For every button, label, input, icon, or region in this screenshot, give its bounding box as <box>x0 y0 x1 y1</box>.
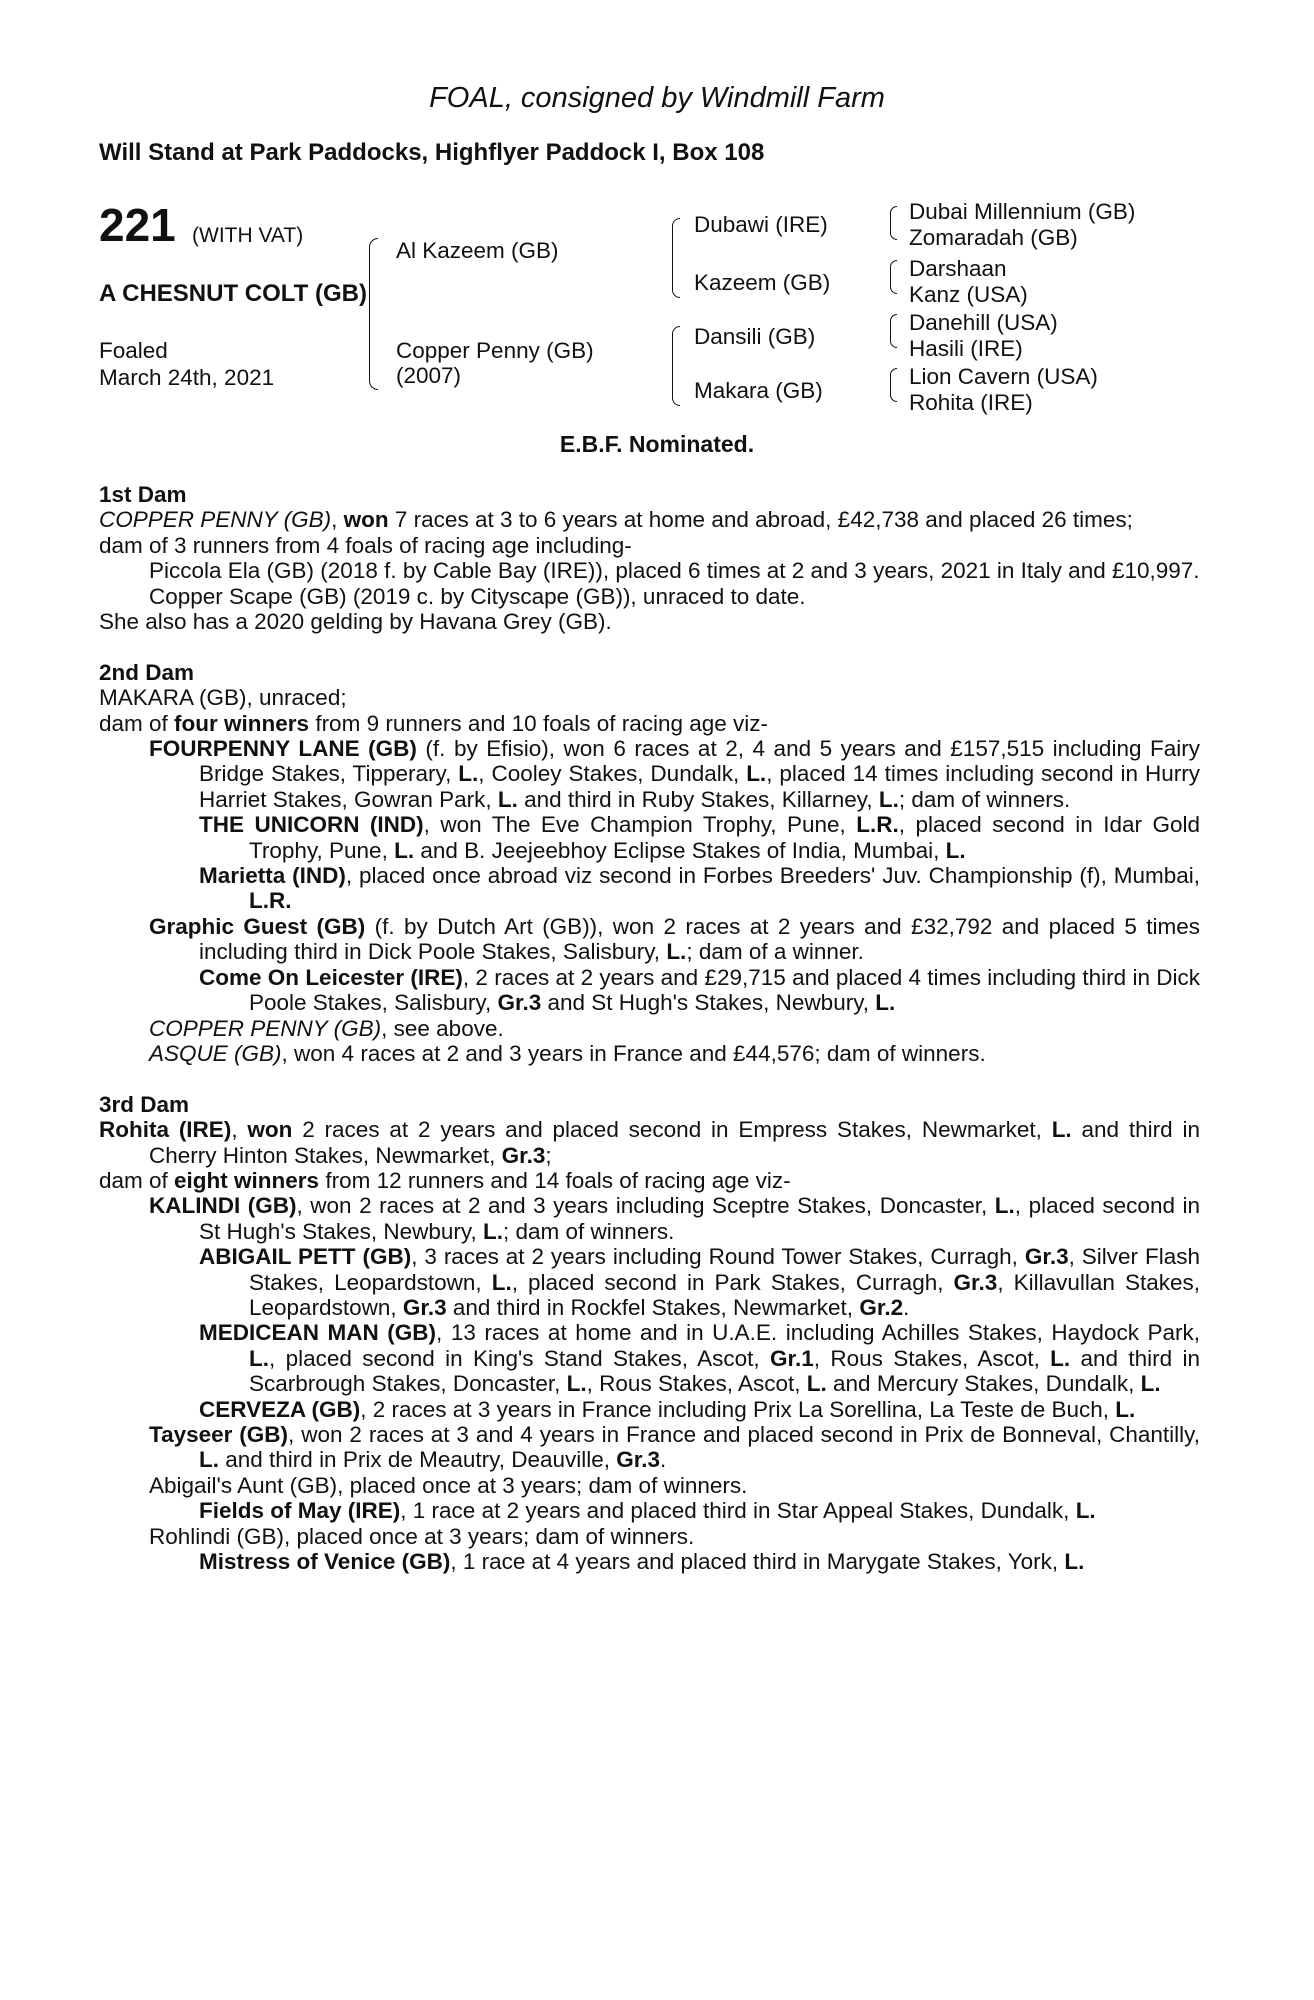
pedigree-grandparent: Dubawi (IRE) <box>694 212 828 237</box>
pedigree-sire: Al Kazeem (GB) <box>396 238 559 263</box>
entry-text: ; dam of winners. <box>503 1218 675 1244</box>
bold-text: Mistress of Venice (GB) <box>199 1549 451 1575</box>
entry-text: dam of 3 runners from 4 foals of racing age including- <box>99 532 632 558</box>
bold-text: eight winners <box>174 1167 320 1193</box>
entry-text: , Killavullan Stakes, Leopardstown, <box>249 1269 1200 1320</box>
pedigree-entry <box>99 914 1200 965</box>
bold-text: Rohita (IRE) <box>99 1117 232 1143</box>
pedigree-entry <box>99 711 1200 736</box>
pedigree-great-grandparent: Lion Cavern (USA) <box>909 364 1098 389</box>
pedigree-entry <box>99 533 1200 558</box>
entry-text: and B. Jeejeebhoy Eclipse Stakes of India, Mumbai, <box>414 837 946 863</box>
entry-text: , placed second in Park Stakes, Curragh, <box>511 1269 954 1295</box>
pedigree-brace <box>890 206 897 240</box>
pedigree-great-grandparent: Dubai Millennium (GB) <box>909 199 1136 224</box>
section-gap <box>99 634 1200 659</box>
bold-text: ABIGAIL PETT (GB) <box>199 1244 412 1270</box>
entry-text: 2 races at 2 years and placed second in Empress Stakes, Newmarket, <box>292 1117 1052 1143</box>
pedigree-brace <box>672 326 680 406</box>
pedigree-brace <box>890 314 897 348</box>
entry-text: ; <box>545 1142 552 1168</box>
pedigree-entry <box>99 1524 1200 1549</box>
pedigree-entry <box>99 558 1200 583</box>
entry-text: 7 races at 3 to 6 years at home and abroad, £42,738 and placed 26 times; <box>388 507 1133 533</box>
bold-text: THE UNICORN (IND) <box>199 812 424 838</box>
entry-text: , won 2 races at 3 and 4 years in France and placed second in Prix de Bonneval, Chantilly, <box>288 1422 1200 1447</box>
entry-text: dam of <box>99 710 175 736</box>
entry-text: Abigail's Aunt (GB), placed once at 3 years; dam of winners. <box>149 1472 748 1498</box>
entry-text: , <box>331 507 344 533</box>
pedigree-great-grandparent: Danehill (USA) <box>909 310 1058 335</box>
entry-text: ; dam of a winner. <box>686 939 864 965</box>
pedigree-brace <box>890 260 897 294</box>
pedigree-entry <box>99 863 1200 914</box>
pedigree-entry <box>99 1168 1200 1193</box>
bold-text: L. <box>497 786 518 812</box>
italic-text: ASQUE (GB) <box>149 1040 282 1066</box>
foaled-date: March 24th, 2021 <box>99 365 275 390</box>
entry-text: , <box>231 1117 248 1143</box>
bold-text: Gr.3 <box>402 1294 447 1320</box>
pedigree-entry <box>99 584 1200 609</box>
section-gap <box>99 1066 1200 1091</box>
entry-text: , 1 race at 2 years and placed third in Star Appeal Stakes, Dundalk, <box>400 1498 1076 1524</box>
bold-text: FOURPENNY LANE (GB) <box>149 736 417 762</box>
pedigree-entry <box>99 507 1200 532</box>
entry-text: , placed 14 times including second in Hurry Harriet Stakes, Gowran Park, <box>199 761 1200 812</box>
entry-text: , placed second in St Hugh's Stakes, Newbury, <box>199 1193 1201 1244</box>
bold-text: Come On Leicester (IRE) <box>199 964 463 990</box>
bold-text: Gr.2 <box>859 1294 904 1320</box>
bold-text: L. <box>746 761 767 787</box>
entry-text: , won 4 races at 2 and 3 years in France and £44,576; dam of winners. <box>281 1040 986 1066</box>
bold-text: L. <box>199 1447 219 1473</box>
bold-text: Gr.3 <box>953 1269 998 1295</box>
pedigree-brace <box>890 368 897 402</box>
entry-text: and third in Scarbrough Stakes, Doncaster, <box>249 1345 1200 1397</box>
pedigree-great-grandparent: Zomaradah (GB) <box>909 225 1078 250</box>
stand-location: Will Stand at Park Paddocks, Highflyer Paddock I, Box 108 <box>99 139 765 166</box>
bold-text: won <box>247 1117 293 1143</box>
entry-text: MAKARA (GB), unraced; <box>99 685 347 711</box>
pedigree-entry <box>99 812 1200 863</box>
pedigree-entry <box>99 1473 1200 1498</box>
bold-text: L. <box>249 1345 269 1371</box>
page-title: FOAL, consigned by Windmill Farm <box>429 82 885 114</box>
pedigree-entry <box>99 609 1200 634</box>
entry-text: and third in Cherry Hinton Stakes, Newmarket, <box>149 1117 1200 1168</box>
entry-text: and third in Rockfel Stakes, Newmarket, <box>446 1294 860 1320</box>
entry-text: . <box>660 1447 667 1473</box>
entry-text: and St Hugh's Stakes, Newbury, <box>541 990 876 1016</box>
lot-description: A CHESNUT COLT (GB) <box>99 280 367 307</box>
pedigree-entry <box>99 685 1200 710</box>
pedigree-entry <box>99 1041 1200 1066</box>
bold-text: Gr.3 <box>616 1447 661 1473</box>
entry-text: dam of <box>99 1167 175 1193</box>
entry-text: (f. by Efisio), won 6 races at 2, 4 and 5 years and £157,515 including Fairy Bridge Stakes, Tipperary, <box>199 736 1201 787</box>
bold-text: Fields of May (IRE) <box>199 1498 401 1524</box>
pedigree-entry <box>99 1320 1200 1396</box>
foaled-label: Foaled <box>99 338 168 363</box>
entry-text: , won 2 races at 2 and 3 years including Sceptre Stakes, Doncaster, <box>296 1193 995 1219</box>
italic-text: COPPER PENNY (GB) <box>99 507 332 533</box>
bold-text: CERVEZA (GB) <box>199 1396 361 1422</box>
entry-text: and Mercury Stakes, Dundalk, <box>826 1371 1141 1397</box>
bold-text: L. <box>1140 1371 1161 1397</box>
lot-number: 221 <box>99 199 176 251</box>
pedigree-entry <box>99 736 1200 812</box>
pedigree-great-grandparent: Hasili (IRE) <box>909 336 1023 361</box>
entry-text: , see above. <box>381 1015 504 1041</box>
entry-text: , Rous Stakes, Ascot, <box>586 1371 807 1397</box>
entry-text: , Cooley Stakes, Dundalk, <box>478 761 747 787</box>
pedigree-entry <box>99 965 1200 1016</box>
bold-text: L. <box>458 761 479 787</box>
entry-text: , placed second in Idar Gold Trophy, Pune, <box>249 812 1200 863</box>
dam-records <box>99 482 1200 1574</box>
entry-text: , 13 races at home and in U.A.E. including Achilles Stakes, Haydock Park, <box>436 1320 1201 1346</box>
bold-text: L. <box>483 1218 503 1244</box>
entry-text: from 9 runners and 10 foals of racing age viz- <box>309 710 769 736</box>
entry-text: (f. by Dutch Art (GB)), won 2 races at 2 years and £32,792 and placed 5 times including third in Dick Poole Stakes, Salisbury, <box>199 913 1200 965</box>
bold-text: Marietta (IND) <box>199 863 346 889</box>
bold-text: Gr.3 <box>501 1142 546 1168</box>
bold-text: Graphic Guest (GB) <box>149 913 366 939</box>
pedigree-brace <box>369 238 378 390</box>
entry-text: ; dam of winners. <box>898 786 1071 812</box>
italic-text: COPPER PENNY (GB) <box>149 1015 382 1041</box>
pedigree-entry <box>99 1117 1200 1168</box>
bold-text: L. <box>1075 1498 1096 1524</box>
section-heading: 2nd Dam <box>99 659 195 685</box>
pedigree-great-grandparent: Kanz (USA) <box>909 282 1028 307</box>
entry-text: , Silver Flash Stakes, Leopardstown, <box>249 1244 1200 1295</box>
pedigree-dam-year: (2007) <box>396 363 462 388</box>
pedigree-entry <box>99 1498 1200 1523</box>
entry-text: , placed second in King's Stand Stakes, Ascot, <box>269 1345 770 1371</box>
bold-text: L. <box>994 1193 1015 1219</box>
bold-text: Tayseer (GB) <box>149 1422 289 1447</box>
bold-text: L. <box>1064 1549 1085 1575</box>
bold-text: L. <box>878 786 899 812</box>
entry-text: Rohlindi (GB), placed once at 3 years; dam of winners. <box>149 1523 695 1549</box>
pedigree-grandparent: Kazeem (GB) <box>694 270 831 295</box>
section-heading: 3rd Dam <box>99 1091 190 1117</box>
bold-text: L. <box>491 1269 512 1295</box>
pedigree-great-grandparent: Rohita (IRE) <box>909 390 1033 415</box>
foaled-info <box>99 337 274 391</box>
pedigree-entry <box>99 1549 1200 1574</box>
vat-note: (WITH VAT) <box>192 224 304 247</box>
bold-text: L. <box>1115 1396 1136 1422</box>
bold-text: L. <box>1051 1117 1072 1143</box>
pedigree-great-grandparent: Darshaan <box>909 256 1007 281</box>
entry-text: , placed once abroad viz second in Forbes Breeders' Juv. Championship (f), Mumbai, <box>345 863 1200 889</box>
pedigree-brace <box>672 218 680 298</box>
bold-text: L. <box>394 837 415 863</box>
bold-text: four winners <box>174 710 310 736</box>
entry-text: and third in Ruby Stakes, Killarney, <box>517 786 879 812</box>
ebf-nominated: E.B.F. Nominated. <box>559 431 755 457</box>
bold-text: Gr.3 <box>497 990 542 1016</box>
bold-text: L. <box>666 939 687 965</box>
section-heading: 1st Dam <box>99 482 187 507</box>
bold-text: L. <box>806 1371 827 1397</box>
bold-text: KALINDI (GB) <box>149 1193 297 1219</box>
pedigree-grandparent: Makara (GB) <box>694 378 823 403</box>
pedigree-dam: Copper Penny (GB) <box>396 338 594 363</box>
pedigree-entry <box>99 1193 1200 1244</box>
bold-text: L.R. <box>856 812 899 838</box>
bold-text: MEDICEAN MAN (GB) <box>199 1320 437 1346</box>
entry-text: She also has a 2020 gelding by Havana Grey (GB). <box>99 609 612 635</box>
bold-text: Gr.1 <box>769 1345 814 1371</box>
bold-text: L.R. <box>249 888 292 914</box>
entry-text: Piccola Ela (GB) (2018 f. by Cable Bay (IRE)), placed 6 times at 2 and 3 years, 2021 in Italy and £10,997. <box>149 558 1200 584</box>
entry-text: , won The Eve Champion Trophy, Pune, <box>423 812 857 838</box>
pedigree-entry <box>99 1397 1200 1422</box>
entry-text: . <box>903 1294 910 1320</box>
entry-text: , 2 races at 2 years and £29,715 and placed 4 times including third in Dick Poole Stakes, Salisbury, <box>249 964 1200 1016</box>
entry-text: Copper Scape (GB) (2019 c. by Cityscape (GB)), unraced to date. <box>149 583 806 609</box>
pedigree-entry <box>99 1244 1200 1320</box>
bold-text: L. <box>566 1371 587 1397</box>
bold-text: won <box>343 507 389 533</box>
entry-text: , 1 race at 4 years and placed third in Marygate Stakes, York, <box>450 1549 1065 1575</box>
bold-text: L. <box>945 837 966 863</box>
entry-text: , 3 races at 2 years including Round Tower Stakes, Curragh, <box>411 1244 1025 1270</box>
pedigree-grandparent: Dansili (GB) <box>694 324 816 349</box>
bold-text: L. <box>875 990 896 1016</box>
bold-text: L. <box>1050 1345 1071 1371</box>
entry-text: , 2 races at 3 years in France including Prix La Sorellina, La Teste de Buch, <box>360 1396 1116 1422</box>
pedigree-entry <box>99 1422 1200 1473</box>
bold-text: Gr.3 <box>1024 1244 1069 1270</box>
entry-text: from 12 runners and 14 foals of racing age viz- <box>319 1167 791 1193</box>
pedigree-entry <box>99 1016 1200 1041</box>
entry-text: and third in Prix de Meautry, Deauville, <box>219 1447 617 1473</box>
entry-text: , Rous Stakes, Ascot, <box>813 1345 1051 1371</box>
